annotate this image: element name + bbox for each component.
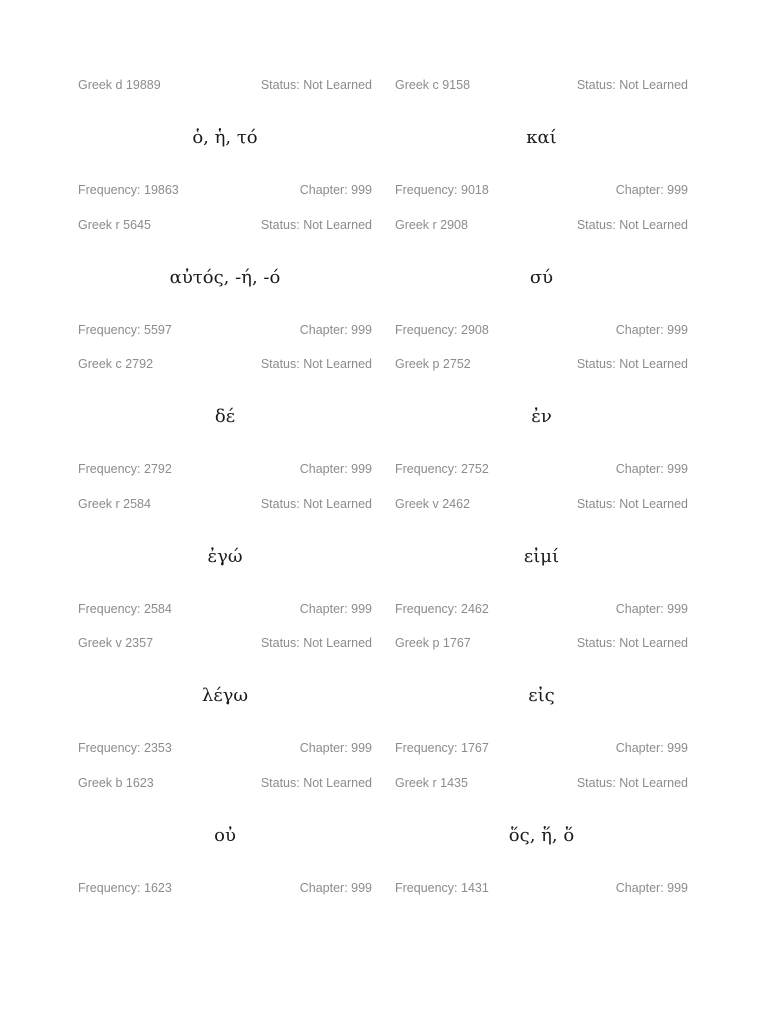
card-footer — [395, 739, 688, 757]
flashcard[interactable] — [78, 355, 372, 495]
flashcard[interactable] — [78, 216, 372, 356]
chapter-label: Chapter: 999 — [299, 183, 372, 197]
greek-word: αὐτός, -ή, -ό — [169, 266, 281, 288]
frequency-label: Frequency: 1623 — [78, 880, 172, 895]
greek-word: εἰμί — [523, 545, 560, 567]
card-id-label: Greek v 2357 — [78, 636, 154, 651]
frequency-label: Frequency: 1431 — [395, 880, 489, 895]
card-footer — [395, 321, 688, 339]
card-id-label: Greek r 2584 — [78, 496, 151, 511]
card-header — [395, 774, 688, 792]
card-header — [395, 634, 688, 652]
greek-word: οὐ — [214, 824, 236, 846]
greek-word: σύ — [529, 266, 554, 288]
flashcard[interactable] — [78, 495, 372, 635]
flashcard[interactable] — [395, 774, 688, 914]
status-label: Status: Not Learned — [260, 78, 372, 92]
frequency-label: Frequency: 19863 — [78, 183, 179, 197]
card-footer — [395, 600, 688, 618]
greek-word: λέγω — [201, 685, 249, 707]
frequency-label: Frequency: 2908 — [395, 322, 489, 337]
flashcard[interactable] — [78, 634, 372, 774]
greek-word: ὅς, ἥ, ὅ — [508, 824, 575, 846]
greek-word: ἐγώ — [207, 545, 243, 567]
frequency-label: Frequency: 2353 — [78, 741, 172, 756]
card-footer — [395, 460, 688, 478]
flashcard[interactable] — [395, 495, 688, 635]
card-id-label: Greek b 1623 — [78, 775, 154, 790]
card-header — [395, 76, 688, 94]
status-label: Status: Not Learned — [260, 217, 372, 232]
chapter-label: Chapter: 999 — [299, 880, 372, 895]
card-footer — [78, 879, 372, 897]
flashcard[interactable] — [395, 355, 688, 495]
greek-word: ὁ, ἡ, τό — [192, 127, 258, 148]
status-label: Status: Not Learned — [576, 217, 688, 232]
flashcard[interactable] — [78, 76, 372, 216]
chapter-label: Chapter: 999 — [299, 741, 372, 756]
greek-word: καί — [526, 127, 557, 148]
chapter-label: Chapter: 999 — [299, 322, 372, 337]
flashcard[interactable] — [78, 774, 372, 914]
flashcard[interactable] — [395, 634, 688, 774]
chapter-label: Chapter: 999 — [615, 880, 688, 895]
card-header — [395, 216, 688, 234]
card-header — [78, 76, 372, 94]
card-id-label: Greek p 2752 — [395, 357, 471, 372]
greek-word: ἐν — [531, 406, 552, 428]
card-header — [78, 634, 372, 652]
card-footer — [395, 181, 688, 199]
card-footer — [78, 460, 372, 478]
card-header — [78, 355, 372, 373]
card-header — [78, 495, 372, 513]
chapter-label: Chapter: 999 — [615, 462, 688, 477]
frequency-label: Frequency: 9018 — [395, 183, 489, 197]
flashcard[interactable] — [395, 216, 688, 356]
card-footer — [78, 739, 372, 757]
status-label: Status: Not Learned — [576, 636, 688, 651]
status-label: Status: Not Learned — [576, 78, 688, 92]
card-footer — [78, 321, 372, 339]
chapter-label: Chapter: 999 — [299, 601, 372, 616]
card-header — [395, 355, 688, 373]
frequency-label: Frequency: 2752 — [395, 462, 489, 477]
flashcard[interactable] — [395, 76, 688, 216]
status-label: Status: Not Learned — [576, 357, 688, 372]
chapter-label: Chapter: 999 — [615, 183, 688, 197]
card-header — [395, 495, 688, 513]
status-label: Status: Not Learned — [576, 496, 688, 511]
card-footer — [78, 600, 372, 618]
card-footer — [78, 181, 372, 199]
frequency-label: Frequency: 5597 — [78, 322, 172, 337]
frequency-label: Frequency: 2462 — [395, 601, 489, 616]
card-id-label: Greek r 2908 — [395, 217, 468, 232]
card-id-label: Greek d 19889 — [78, 78, 161, 92]
greek-word: εἰς — [528, 685, 555, 707]
status-label: Status: Not Learned — [260, 357, 372, 372]
status-label: Status: Not Learned — [260, 775, 372, 790]
card-id-label: Greek v 2462 — [395, 496, 471, 511]
frequency-label: Frequency: 2792 — [78, 462, 172, 477]
card-header — [78, 216, 372, 234]
frequency-label: Frequency: 2584 — [78, 601, 172, 616]
card-id-label: Greek r 1435 — [395, 775, 468, 790]
card-id-label: Greek r 5645 — [78, 217, 151, 232]
status-label: Status: Not Learned — [576, 775, 688, 790]
card-id-label: Greek c 9158 — [395, 78, 471, 92]
chapter-label: Chapter: 999 — [615, 601, 688, 616]
card-header — [78, 774, 372, 792]
chapter-label: Chapter: 999 — [615, 741, 688, 756]
card-id-label: Greek p 1767 — [395, 636, 471, 651]
card-footer — [395, 879, 688, 897]
status-label: Status: Not Learned — [260, 496, 372, 511]
flashcard-grid — [78, 76, 688, 914]
chapter-label: Chapter: 999 — [615, 322, 688, 337]
card-id-label: Greek c 2792 — [78, 357, 154, 372]
greek-word: δέ — [214, 406, 236, 428]
chapter-label: Chapter: 999 — [299, 462, 372, 477]
frequency-label: Frequency: 1767 — [395, 741, 489, 756]
status-label: Status: Not Learned — [260, 636, 372, 651]
